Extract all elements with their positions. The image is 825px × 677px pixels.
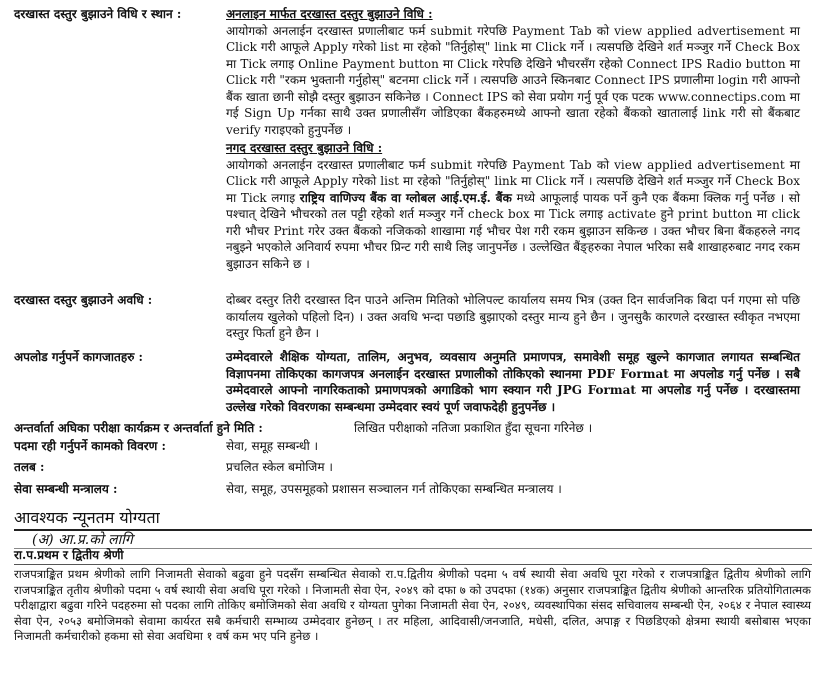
- cash-text-part-1: आयोगको अनलाईन दरखास्त प्रणालीबाट फर्म submit गरेपछि Payment Tab को view applied advertisement मा Click गरी आफूले Apply गरेको list मा रहेको "तिर्नुहोस्" link मा Click गर्ने । त्यसपछि देखिने शर्त मञ्जुर गर्ने Check Box मा Tick लगाइ: [226, 157, 800, 205]
- qualification-heading: आवश्यक न्यूनतम योग्यता: [14, 508, 160, 527]
- fee-method-label: दरखास्त दस्तुर बुझाउने विधि र स्थान :: [14, 7, 182, 21]
- ministry-label: सेवा सम्बन्धी मन्त्रालय :: [14, 482, 118, 496]
- cash-text-part-2: मध्ये आफूलाई पायक पर्ने कुनै एक बैंकमा क्लिक गर्नु पर्नेछ । सो पश्चात् देखिने भौचरको तल पट्टी रहेको शर्त मञ्जुर गर्ने check box मा Tick लगाइ activate हुने print button मा click गरी भौचर Print गरेर उक्त बैंकको नजिकको शाखामा गई भौचर पेश गरी रकम बुझाउन सकिन्छ । उक्त भौचर बिना बैंकहरुले नगद नबुझ्ने भएकोले अनिवार्य रुपमा भौचर प्रिन्ट गरी साथै लिइ जानुपर्नेछ । उल्लेखित बैंङ्हरुका नेपाल भरिका सबै शाखाहरुबाट नगद रकम बुझाउन सकिने छ ।: [226, 190, 800, 271]
- category-title: रा.प.प्रथम र द्वितीय श्रेणी: [14, 548, 124, 562]
- salary-label: तलब :: [14, 460, 45, 474]
- online-method-title: अनलाइन मार्फत दरखास्त दस्तुर बुझाउने विधि :: [226, 7, 433, 21]
- cash-bank-names: राष्ट्रिय वाणिज्य बैंक वा ग्लोबल आई.एम.ई. बैंक: [299, 190, 512, 205]
- band-title: (अ) आ.प्र.को लागि: [32, 532, 133, 548]
- cash-method-title: नगद दरखास्त दस्तुर बुझाउने विधि :: [226, 141, 383, 155]
- job-description-label: पदमा रही गर्नुपर्ने कामको विवरण :: [14, 439, 166, 453]
- qualification-band: [14, 529, 812, 549]
- qualification-body: राजपत्राङ्कित प्रथम श्रेणीको लागि निजामती सेवाको बढुवा हुने पदसँग सम्बन्धित सेवाको रा.प.द्वितीय श्रेणीको पदमा ५ वर्ष स्थायी सेवा अवधि पूरा गरेको र राजपत्राङ्कित द्वितीय श्रेणीको लागि राजपत्राङ्कित तृतीय श्रेणीको पदमा ५ वर्ष स्थायी सेवा अवधि पूरा गरेको । निजामती सेवा ऐन, २०४९ को दफा ७ को उपदफा (१४क) अनुसार राजपत्राङ्कित द्वितीय श्रेणीको आन्तरिक प्रतियोगितात्मक परीक्षाद्वारा बढुवा गरिने पदहरुमा सो पदका लागि तोकिए बमोजिमको सेवा अवधि र योग्यता पुगेका निजामती सेवा ऐन, २०४९, व्यवस्थापिका संसद सचिवालय सम्बन्धी ऐन, २०६४ र नेपाल स्वास्थ्य सेवा ऐन, २०५३ बमोजिमको सेवामा कार्यरत सबै कर्मचारी सम्भाव्य उम्मेदवार हुनेछन् । तर महिला, आदिवासी/जनजाति, मधेसी, दलित, अपाङ्ग र पिछडिएको क्षेत्रमा स्थायी बसोबास भएका निजामती कर्मचारीको हकमा सो सेवा अवधिमा १ वर्ष कम भए पनि हुनेछ ।: [14, 567, 811, 643]
- exam-schedule-label: अन्तर्वार्ता अघिका परीक्षा कार्यक्रम र अन्तर्वार्ता हुने मिति :: [14, 421, 263, 435]
- fee-method-value: [226, 6, 800, 272]
- fee-period-value: दोब्बर दस्तुर तिरी दरखास्त दिन पाउने अन्तिम मितिको भोलिपल्ट कार्यालय समय भित्र (उक्त दिन सार्वजनिक बिदा पर्न गएमा सो पछि कार्यालय खुलेको पहिलो दिन) । उक्त अवधि भन्दा पछाडि बुझाएको दस्तुर मान्य हुने छैन । जुनसुकै कारणले दरखास्त स्वीकृत नभएमा दस्तुर फिर्ता हुने छैन ।: [226, 293, 800, 340]
- cash-method-text: [226, 157, 800, 273]
- ministry-value: सेवा, समूह, उपसमूहको प्रशासन सञ्चालन गर्न तोकिएका सम्बन्धित मन्त्रालय ।: [226, 482, 562, 496]
- job-description-value: सेवा, समूह सम्बन्धी ।: [226, 439, 319, 453]
- upload-docs-label: अपलोड गर्नुपर्ने कागजातहरु :: [14, 350, 143, 364]
- online-method-text: आयोगको अनलाईन दरखास्त प्रणालीबाट फर्म submit गरेपछि Payment Tab को view applied advertisement मा Click गरी आफूले Apply गरेको list मा रहेको "तिर्नुहोस्" link मा Click गर्ने । त्यसपछि देखिने शर्त मञ्जुर गर्ने Check Box मा Tick लगाइ Online Payment button मा Click गरेपछि देखिने भौचरसँग रहेको Connect IPS Radio button मा Click गरी "रकम भुक्तानी गर्नुहोस्" बटनमा click गर्ने । त्यसपछि आउने स्किनबाट Connect IPS प्रणालीमा login गरी आफ्नो बैंक खाता छानी सोझै दस्तुर बुझाउन सकिनेछ । Connect IPS को सेवा प्रयोग गर्नु पूर्व एक पटक www.connectips.com मा गई Sign Up गर्नका साथै उक्त प्रणालीसँग जोडिएका बैंकहरुमध्ये आफ्नो खाता रहेको बैंकको खातालाई link गरी सो बैंकबाट verify गराइएको हुनुपर्नेछ ।: [226, 23, 800, 137]
- fee-period-label: दरखास्त दस्तुर बुझाउने अवधि :: [14, 293, 153, 307]
- exam-schedule-value: लिखित परीक्षाको नतिजा प्रकाशित हुँदा सूचना गरिनेछ ।: [354, 421, 593, 435]
- upload-docs-value: उम्मेदवारले शैक्षिक योग्यता, तालिम, अनुभव, व्यवसाय अनुमति प्रमाणपत्र, समावेशी समूह खुल्ने कागजात लगायत सम्बन्धित विज्ञापनमा तोकिएका कागजपत्र अनलाईन दरखास्त प्रणालीको तोकिएको स्थानमा PDF Format मा अपलोड गर्नु पर्नेछ । सबै उम्मेदवारले आफ्नो नागरिकताको प्रमाणपत्रको अगाडिको भाग स्क्यान गरी JPG Format मा अपलोड गर्नु पर्नेछ । दरखास्तमा उल्लेख गरेको विवरणका सम्बन्धमा उम्मेदवार स्वयं पूर्ण जवाफदेही हुनुपर्नेछ ।: [226, 350, 800, 414]
- category-divider: [14, 564, 812, 565]
- salary-value: प्रचलित स्केल बमोजिम ।: [226, 460, 333, 474]
